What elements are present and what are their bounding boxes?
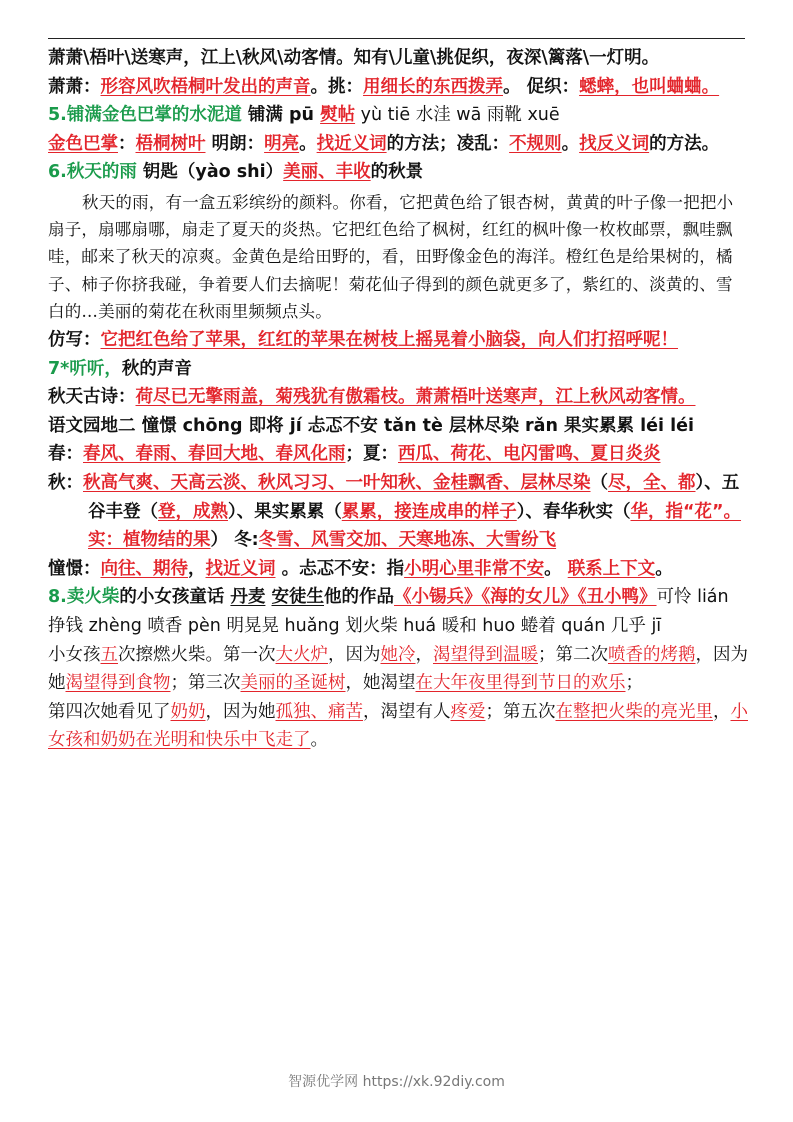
text: ，因为她 bbox=[205, 701, 276, 722]
answer: 冬雪、风雪交加、天寒地冻、大雪纷飞 bbox=[258, 530, 557, 551]
answer: 孤独、痛苦 bbox=[275, 701, 363, 722]
text: 次擦燃火柴。第一次 bbox=[118, 644, 276, 665]
answer: 形容风吹梧桐叶发出的声音 bbox=[100, 76, 311, 97]
text: ）、五谷丰登（ bbox=[88, 472, 740, 522]
answer: 丹麦 bbox=[230, 587, 266, 608]
footer-watermark: 智源优学网 https://xk.92diy.com bbox=[288, 1074, 505, 1090]
text: ，她渴望 bbox=[345, 673, 416, 694]
text: 。 bbox=[310, 730, 328, 751]
answer: 在整把火柴的亮光里 bbox=[555, 701, 713, 722]
section-5-heading bbox=[48, 101, 748, 130]
answer: 渴望得到温暖 bbox=[433, 644, 538, 665]
passage-text: 秋天的雨，有一盒五彩缤纷的颜料。你看，它把黄色给了银杏树，黄黄的叶子像一把把小扇子，扇哪扇哪，扇走了夏天的炎热。它把红色给了枫树，红红的枫叶像一枚枚邮票，飘哇飘哇，邮来了秋天的凉爽。金黄色是给田野的，看，田野像金色的海洋。橙红色是给果树的，橘子、柿子你挤我碰，争着要人们去摘呢！菊花仙子得到的颜色就更多了，紫红的、淡黄的、雪白的…美丽的菊花在秋雨里频频点头。 bbox=[48, 192, 734, 321]
imitation-writing bbox=[48, 326, 748, 355]
section-title: 8.卖火柴 bbox=[48, 587, 120, 608]
term: 。 促织： bbox=[503, 76, 580, 97]
girl-matches-2 bbox=[48, 698, 748, 755]
text: ）、春华秋实（ bbox=[516, 501, 631, 522]
vocab: yù tiē 水洼 wā 雨靴 xuē bbox=[355, 105, 560, 126]
yuwen-yuandi: 语文园地二 憧憬 chōng 即将 jí 忐忑不安 tǎn tè 层林尽染 rǎn 果实累累 léi léi bbox=[48, 415, 694, 436]
answer: 累累，接连成串的样子 bbox=[341, 501, 517, 522]
text: 。 bbox=[655, 558, 673, 579]
answer: 小女孩和奶奶在光明和快乐中飞走了 bbox=[48, 701, 748, 751]
text: 的小女孩童话 bbox=[119, 587, 231, 608]
text: ， bbox=[188, 558, 206, 579]
section-title: 7*听听， bbox=[48, 358, 122, 379]
top-rule bbox=[48, 38, 745, 39]
vocab: 可怜 lián 挣钱 zhèng 喷香 pèn 明晃晃 huǎng 划火柴 huá 暖和 huo 蜷着 quán 几乎 jī bbox=[48, 587, 729, 636]
section-8-heading bbox=[48, 583, 748, 640]
answer: 荷尽已无擎雨盖，菊残犹有傲霜枝。萧萧梧叶送寒声，江上秋风动客情。 bbox=[135, 387, 696, 408]
text: 秋的声音 bbox=[121, 358, 192, 379]
text: 明朗： bbox=[205, 133, 265, 154]
answer: 金色巴掌 bbox=[48, 133, 118, 154]
answer: 在大年夜里得到节日的欢乐 bbox=[415, 673, 626, 694]
answer: 它把红色给了苹果，红红的苹果在树枝上摇晃着小脑袋，向人们打招呼呢！ bbox=[100, 329, 678, 350]
answer: 奶奶 bbox=[170, 701, 206, 722]
label: ；夏： bbox=[345, 444, 398, 465]
autumn-poems bbox=[48, 383, 748, 412]
girl-matches-1 bbox=[48, 641, 748, 698]
text: ；第三次 bbox=[170, 673, 241, 694]
answer: 五 bbox=[100, 644, 118, 665]
answer: 美丽的圣诞树 bbox=[240, 673, 346, 694]
section-title: 5.铺满金色巴掌的水泥道 bbox=[48, 105, 242, 126]
term: 。挑： bbox=[310, 76, 363, 97]
answer: 秋高气爽、天高云淡、秋风习习、一叶知秋、金桂飘香、层林尽染 bbox=[83, 472, 591, 493]
text: ） 冬: bbox=[210, 530, 259, 551]
text: ，渴望有人 bbox=[363, 701, 451, 722]
text: 的方法；凌乱： bbox=[386, 133, 510, 154]
text: 。 bbox=[544, 558, 568, 579]
document-body bbox=[48, 44, 748, 755]
label: 秋： bbox=[48, 472, 83, 493]
label: 秋天古诗： bbox=[48, 387, 136, 408]
answer: 梧桐树叶 bbox=[135, 133, 206, 154]
term: 萧萧： bbox=[48, 76, 101, 97]
text: 第四次她看见了 bbox=[48, 701, 171, 722]
answer: 喷香的烤鹅 bbox=[608, 644, 696, 665]
answer: 大火炉 bbox=[275, 644, 328, 665]
text: 的方法。 bbox=[649, 133, 720, 154]
text: ，因为 bbox=[328, 644, 381, 665]
answer: 疼爱 bbox=[450, 701, 486, 722]
label: 憧憬： bbox=[48, 558, 101, 579]
answer: 《小锡兵》《海的女儿》《丑小鸭》 bbox=[394, 587, 657, 608]
answer: 熨帖 bbox=[320, 105, 356, 126]
answer: 向往、期待 bbox=[100, 558, 188, 579]
answer: 蟋蟀，也叫蛐蛐。 bbox=[579, 76, 720, 97]
text: 他的作品 bbox=[324, 587, 395, 608]
section-5-notes bbox=[48, 130, 748, 159]
answer: 美丽、丰收 bbox=[283, 162, 371, 183]
text: ；第二次 bbox=[538, 644, 608, 665]
answer: 找近义词 bbox=[316, 133, 387, 154]
answer: 找近义词 bbox=[205, 558, 276, 579]
text: ；第五次 bbox=[485, 701, 556, 722]
poem-notes bbox=[48, 73, 748, 102]
answer: 找反义词 bbox=[579, 133, 650, 154]
answer: 华，指“花”。实：植物结的果 bbox=[88, 501, 742, 551]
section-7-heading bbox=[48, 355, 748, 384]
answer: 她冷 bbox=[380, 644, 416, 665]
answer: 联系上下文 bbox=[567, 558, 656, 579]
text: ， bbox=[713, 701, 731, 722]
text: 。 bbox=[561, 133, 580, 154]
text: （ bbox=[590, 472, 608, 493]
vocab: 铺满 pū bbox=[241, 105, 321, 126]
autumn-winter bbox=[48, 469, 748, 555]
answer: 安徒生 bbox=[271, 587, 325, 608]
poem-line: 萧萧\梧叶\送寒声，江上\秋风\动客情。知有\儿童\挑促织，夜深\篱落\一灯明。 bbox=[48, 48, 660, 68]
section-title: 6.秋天的雨 bbox=[48, 162, 137, 183]
answer: 西瓜、荷花、电闪雷鸣、夏日炎炎 bbox=[398, 444, 661, 465]
spring-summer bbox=[48, 440, 748, 469]
answer: 小明心里非常不安 bbox=[404, 558, 545, 579]
answer: 登，成熟 bbox=[158, 501, 228, 522]
label: 春： bbox=[48, 444, 83, 465]
answer: 渴望得到食物 bbox=[65, 673, 171, 694]
text: ）、果实累累（ bbox=[228, 501, 342, 522]
text: ，因为她 bbox=[48, 644, 748, 694]
chongjing-notes bbox=[48, 555, 748, 584]
answer: 不规则 bbox=[509, 133, 562, 154]
text: 。忐忑不安：指 bbox=[275, 558, 405, 579]
answer: 春风、春雨、春回大地、春风化雨 bbox=[83, 444, 346, 465]
answer: 尽，全、都 bbox=[608, 472, 696, 493]
label: 仿写： bbox=[48, 329, 101, 350]
text: ； bbox=[625, 673, 643, 694]
answer: 明亮 bbox=[264, 133, 300, 154]
answer: 用细长的东西拨弄 bbox=[363, 76, 503, 97]
text: 的秋景 bbox=[370, 162, 424, 183]
section-6-heading bbox=[48, 158, 748, 187]
text: 小女孩 bbox=[48, 644, 101, 665]
text: ， bbox=[415, 644, 433, 665]
vocab: 钥匙（yào shi） bbox=[136, 162, 284, 183]
text: ： bbox=[118, 133, 136, 154]
text: 。 bbox=[299, 133, 317, 154]
